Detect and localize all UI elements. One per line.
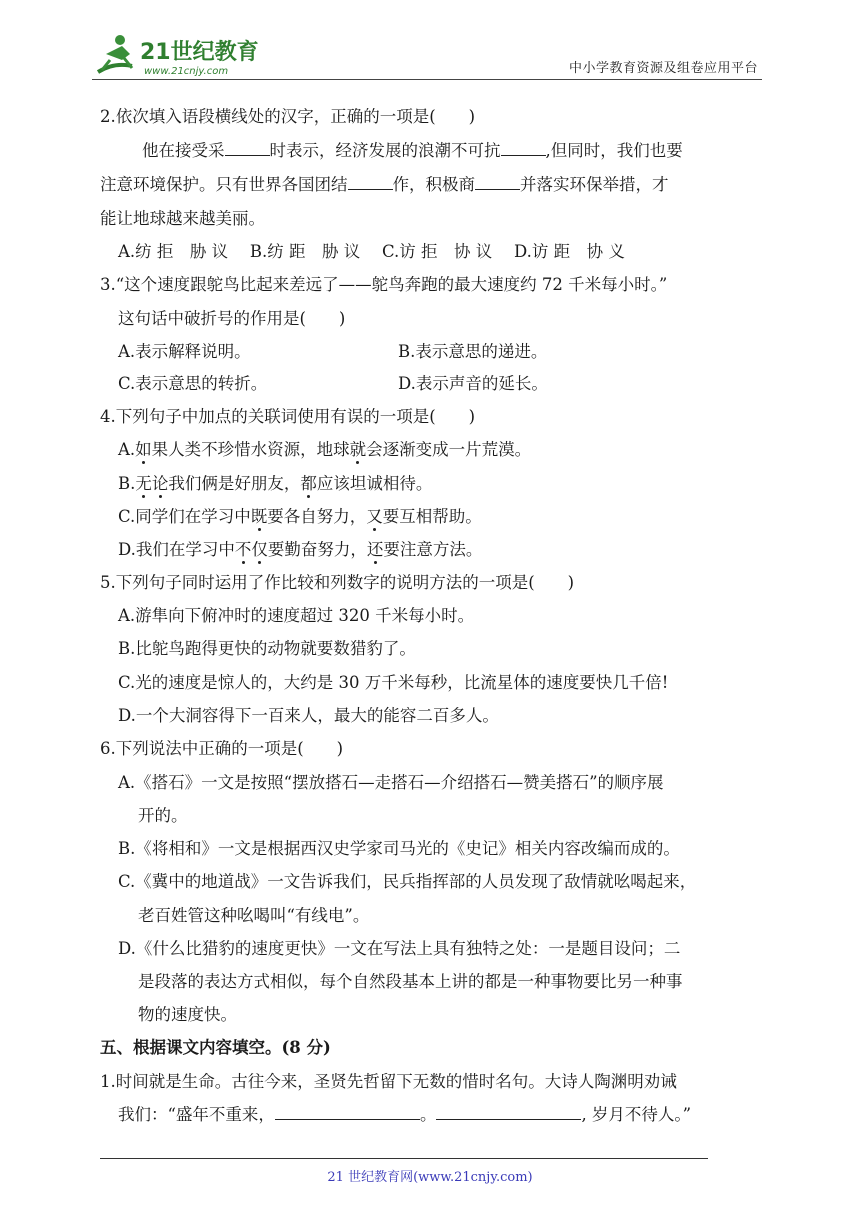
q3-option-d: D.表示声音的延长。	[398, 374, 548, 393]
emphasis-char: 都	[300, 474, 317, 493]
q4-stem: 4.下列句子中加点的关联词使用有误的一项是( )	[100, 407, 476, 426]
q2-passage-line2	[100, 174, 669, 196]
emphasis-char: 仅	[251, 540, 268, 559]
q3-option-c: C.表示意思的转折。	[118, 374, 268, 393]
q6-stem: 6.下列说法中正确的一项是( )	[100, 739, 344, 758]
q4-option-a	[118, 439, 531, 461]
q2-passage-line3: 能让地球越来越美丽。	[100, 209, 265, 228]
q6-option-a-cont: 开的。	[138, 806, 188, 825]
platform-name: 中小学教育资源及组卷应用平台	[568, 61, 758, 76]
s5-q1-line2	[118, 1104, 691, 1126]
q2-text-e: 作，积极商	[392, 175, 475, 194]
blank[interactable]	[275, 1104, 420, 1120]
emphasis-char: 不	[234, 540, 252, 559]
q2-options: A.纺 拒 胁 议 B.纺 距 胁 议 C.访 拒 协 议 D.访 距 协 义	[118, 242, 625, 261]
q4-a-label: A.	[118, 440, 136, 459]
q4-option-c	[118, 506, 482, 528]
q6-option-d-cont1: 是段落的表达方式相似，每个自然段基本上讲的都是一种事物要比另一种事	[138, 972, 683, 991]
q4-d-text3: 要注意方法。	[383, 540, 483, 559]
s5-q1-text-b: 。	[419, 1105, 437, 1124]
emphasis-char: 如	[135, 440, 152, 459]
q6-option-d-cont2: 物的速度快。	[138, 1005, 237, 1024]
emphasis-char: 还	[366, 540, 384, 559]
logo-url: www.21cnjy.com	[144, 66, 229, 77]
q2-text-f: 并落实环保举措，才	[520, 175, 669, 194]
q4-b-text2: 应该坦诚相待。	[316, 474, 433, 493]
blank[interactable]	[475, 174, 520, 190]
footer-rule	[100, 1158, 708, 1159]
emphasis-char: 就	[349, 440, 367, 459]
q2-text-d: 注意环境保护。只有世界各国团结	[100, 175, 348, 194]
q2-passage-line1	[142, 140, 683, 162]
q4-c-text2: 要各自努力，	[267, 507, 367, 526]
q4-d-text: D.我们在学习中	[118, 540, 235, 559]
q6-option-d: D.《什么比猎豹的速度更快》一文在写法上具有独特之处：一是题目设问；二	[118, 939, 681, 958]
q5-option-c: C.光的速度是惊人的，大约是 30 万千米每秒，比流星体的速度要快几千倍!	[118, 673, 669, 692]
q4-option-d	[118, 539, 482, 561]
q3-stem: 3.“这个速度跟鸵鸟比起来差远了——鸵鸟奔跑的最大速度约 72 千米每小时。”	[100, 275, 668, 294]
s5-q1-line1: 1.时间就是生命。古往今来，圣贤先哲留下无数的惜时名句。大诗人陶渊明劝诫	[100, 1072, 677, 1091]
blank[interactable]	[501, 140, 546, 156]
q6-option-c: C.《冀中的地道战》一文告诉我们，民兵指挥部的人员发现了敌情就吆喝起来，	[118, 872, 697, 891]
footer-text: 21 世纪教育网(www.21cnjy.com)	[327, 1170, 533, 1185]
q3-stem2: 这句话中破折号的作用是( )	[118, 309, 346, 328]
blank[interactable]	[348, 174, 393, 190]
logo-graphic	[92, 32, 262, 78]
q5-stem: 5.下列句子同时运用了作比较和列数字的说明方法的一项是( )	[100, 573, 575, 592]
q4-option-b	[118, 473, 432, 495]
q2-text-b: 时表示，经济发展的浪潮不可抗	[269, 141, 501, 160]
q5-option-a: A.游隼向下俯冲时的速度超过 320 千米每小时。	[118, 606, 475, 625]
section-title: 五、根据课文内容填空。(8 分)	[100, 1038, 331, 1057]
q4-c-text3: 要互相帮助。	[382, 507, 482, 526]
q3-option-b: B.表示意思的递进。	[398, 342, 548, 361]
page-header	[92, 32, 762, 80]
q4-b-text: 我们俩是好朋友，	[168, 474, 301, 493]
q4-a-text2: 会逐渐变成一片荒漠。	[366, 440, 532, 459]
s5-q1-text-c: , 岁月不待人。”	[581, 1105, 692, 1124]
blank[interactable]	[225, 140, 270, 156]
q4-d-text2: 要勤奋努力，	[267, 540, 367, 559]
q6-option-c-cont: 老百姓管这种吆喝叫“有线电”。	[138, 906, 370, 925]
header-rule	[92, 79, 762, 80]
emphasis-char: 又	[366, 507, 383, 526]
logo	[92, 32, 262, 78]
s5-q1-text-a: 我们：“盛年不重来，	[118, 1105, 275, 1124]
q2-stem: 2.依次填入语段横线处的汉字，正确的一项是( )	[100, 107, 476, 126]
emphasis-char: 既	[250, 507, 268, 526]
blank[interactable]	[436, 1104, 581, 1120]
q4-b-label: B.	[118, 474, 136, 493]
q2-text-a: 他在接受采	[142, 141, 225, 160]
q4-a-text: 果人类不珍惜水资源，地球	[151, 440, 350, 459]
q5-option-b: B.比鸵鸟跑得更快的动物就要数猎豹了。	[118, 639, 416, 658]
q4-c-text: C.同学们在学习中	[118, 507, 251, 526]
logo-text: 21世纪教育	[140, 40, 259, 65]
q5-option-d: D.一个大洞容得下一百来人，最大的能容二百多人。	[118, 706, 499, 725]
q2-text-c: ,但同时，我们也要	[545, 141, 683, 160]
q3-option-a: A.表示解释说明。	[118, 342, 251, 361]
q6-option-a: A.《搭石》一文是按照“摆放搭石—走搭石—介绍搭石—赞美搭石”的顺序展	[118, 773, 664, 792]
q6-option-b: B.《将相和》一文是根据西汉史学家司马光的《史记》相关内容改编而成的。	[118, 839, 680, 858]
emphasis-char: 论	[151, 474, 169, 493]
emphasis-char: 无	[135, 474, 152, 493]
